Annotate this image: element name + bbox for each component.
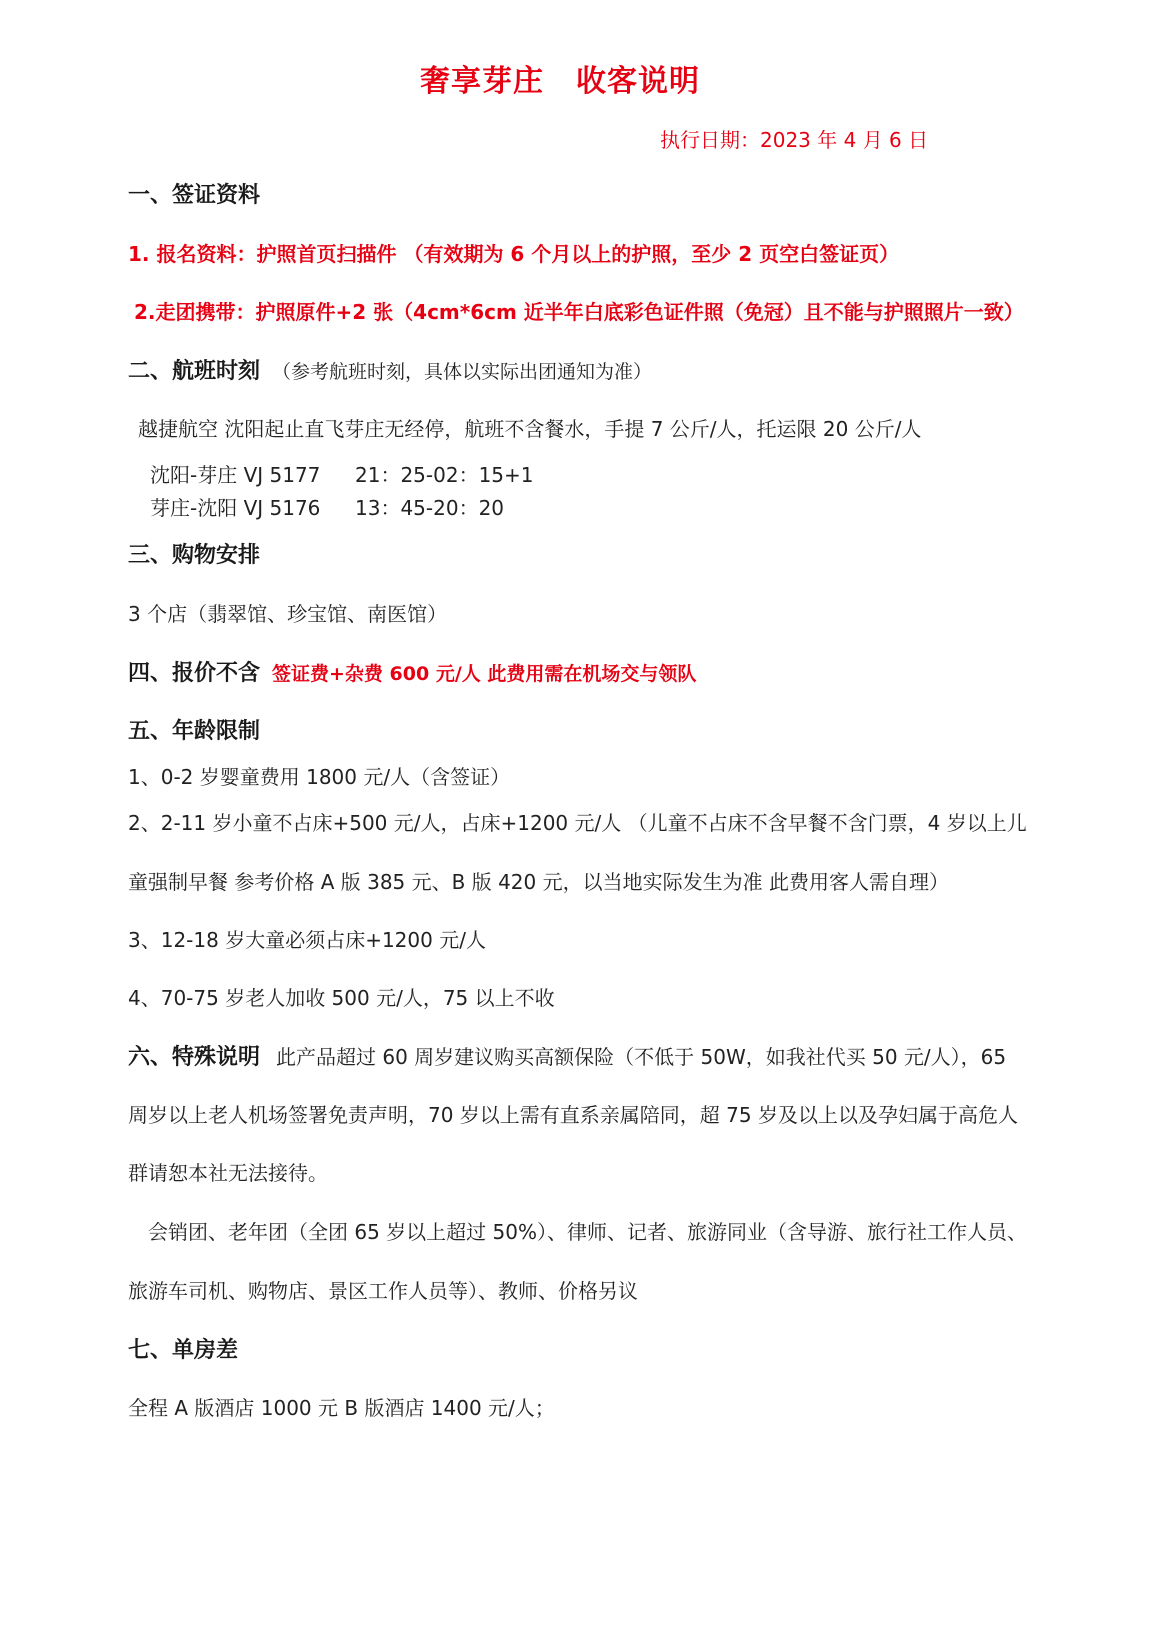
- flight-row: [150, 459, 534, 488]
- flight-heading: 二、航班时刻: [128, 359, 261, 384]
- age-item-2-cont: 童强制早餐 参考价格 A 版 385 元、B 版 420 元，以当地实际发生为准 此费用客人需自理）: [128, 870, 949, 894]
- special-line-4: 会销团、老年团（全团 65 岁以上超过 50%）、律师、记者、旅游同业（含导游、旅行社工作人员、: [148, 1220, 1027, 1244]
- excluded-text: 签证费+杂费 600 元/人 此费用需在机场交与领队: [272, 663, 697, 685]
- flight-time: 21：25-02：15+1: [355, 463, 534, 487]
- visa-heading: 一、签证资料: [128, 183, 261, 208]
- flight-route: 芽庄-沈阳 VJ 5176: [150, 496, 321, 520]
- page-title: [0, 56, 1120, 100]
- age-item-2: 2、2-11 岁小童不占床+500 元/人，占床+1200 元/人 （儿童不占床不含早餐不含门票，4 岁以上儿: [128, 811, 1027, 835]
- visa-item-2: 2.走团携带：护照原件+2 张（4cm*6cm 近半年白底彩色证件照（免冠）且不能与护照照片一致）: [134, 300, 1024, 324]
- special-line-3: 群请恕本社无法接待。: [128, 1161, 328, 1185]
- title-part2: 收客说明: [576, 64, 700, 99]
- age-item-1: 1、0-2 岁婴童费用 1800 元/人（含签证）: [128, 765, 511, 789]
- excluded-row: [128, 656, 696, 687]
- special-line-5: 旅游车司机、购物店、景区工作人员等）、教师、价格另议: [128, 1279, 638, 1303]
- visa-item-1: 1. 报名资料：护照首页扫描件 （有效期为 6 个月以上的护照，至少 2 页空白签证页）: [128, 242, 900, 266]
- shopping-text: 3 个店（翡翠馆、珍宝馆、南医馆）: [128, 602, 448, 626]
- special-row: [128, 1040, 1006, 1071]
- excluded-heading: 四、报价不含: [128, 661, 261, 686]
- airline-info: 越捷航空 沈阳起止直飞芽庄无经停，航班不含餐水，手提 7 公斤/人，托运限 20 公斤/人: [138, 417, 922, 441]
- special-line-2: 周岁以上老人机场签署免责声明，70 岁以上需有直系亲属陪同，超 75 岁及以上以及孕妇属于高危人: [128, 1103, 1018, 1127]
- age-heading: 五、年龄限制: [128, 719, 261, 744]
- title-part1: 奢享芽庄: [420, 64, 544, 99]
- shopping-heading: 三、购物安排: [128, 543, 261, 568]
- single-room-text: 全程 A 版酒店 1000 元 B 版酒店 1400 元/人；: [128, 1396, 555, 1420]
- flight-time: 13：45-20：20: [355, 496, 505, 520]
- flight-heading-row: [128, 354, 652, 385]
- age-item-4: 4、70-75 岁老人加收 500 元/人，75 以上不收: [128, 986, 555, 1010]
- flight-route: 沈阳-芽庄 VJ 5177: [150, 463, 321, 487]
- age-item-3: 3、12-18 岁大童必须占床+1200 元/人: [128, 928, 486, 952]
- special-heading: 六、特殊说明: [128, 1045, 261, 1070]
- single-room-heading: 七、单房差: [128, 1338, 239, 1363]
- special-line-1: 此产品超过 60 周岁建议购买高额保险（不低于 50W，如我社代买 50 元/人），65: [276, 1045, 1007, 1069]
- flight-note: （参考航班时刻，具体以实际出团通知为准）: [272, 361, 653, 383]
- flight-row: [150, 492, 504, 521]
- execution-date: 执行日期：2023 年 4 月 6 日: [660, 128, 929, 152]
